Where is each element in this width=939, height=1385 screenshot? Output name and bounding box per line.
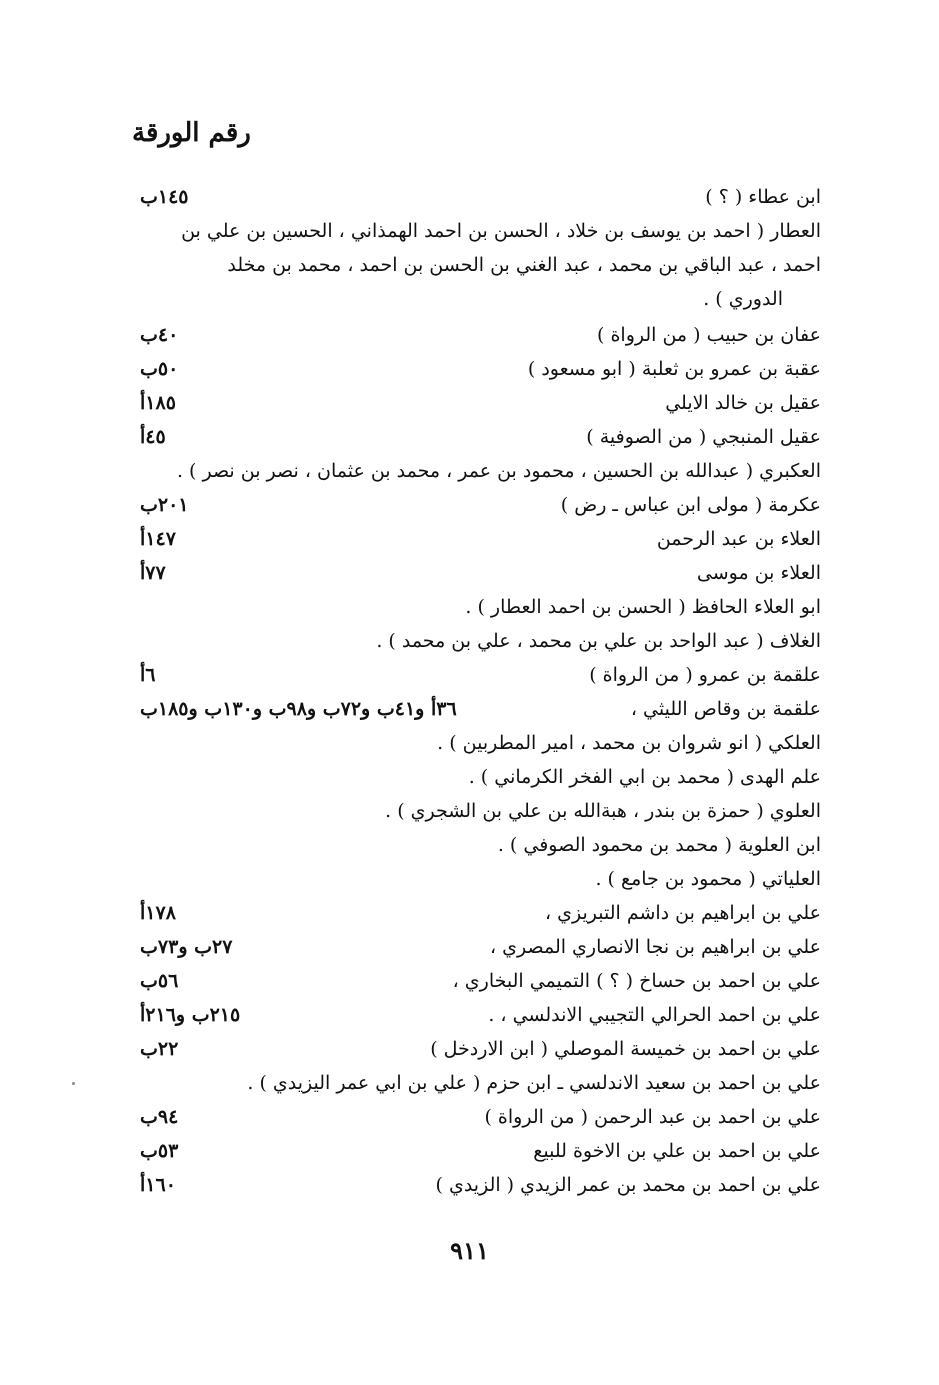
index-entry: [0, 1032, 939, 1066]
entry-name-text: علي بن احمد بن عبد الرحمن ( من الرواة ): [484, 1106, 821, 1128]
column-heading: رقم الورقة: [132, 118, 251, 148]
index-entry: [0, 726, 939, 760]
entry-name-text: العطار ( احمد بن يوسف بن خلاد ، الحسن بن احمد الهمذاني ، الحسين بن علي بن احمد ، عبد الباقي بن محمد ، عبد الغني بن الحسن بن احمد ، محمد بن مخلد: [181, 220, 821, 276]
entry-name: [141, 828, 821, 862]
entry-name-text: عقيل بن خالد الايلي: [665, 392, 821, 414]
index-entry: [0, 454, 939, 488]
index-entry: [0, 522, 939, 556]
index-entry: [0, 896, 939, 930]
entry-name: [141, 862, 821, 896]
folio-reference: ٢٧ب و٧٣ب: [140, 936, 233, 958]
index-entry: [0, 658, 939, 692]
folio-reference: ٤٠ب: [140, 324, 179, 346]
entry-name-text: علقمة بن عمرو ( من الرواة ): [589, 664, 821, 686]
entry-name-text: علي بن احمد بن علي بن الاخوة للبيع: [533, 1140, 821, 1162]
index-entry: [0, 214, 939, 318]
entry-name-text: علي بن احمد بن خميسة الموصلي ( ابن الاردخل ): [430, 1038, 821, 1060]
folio-reference: ١٨٥أ: [140, 392, 176, 414]
entry-name: [141, 760, 821, 794]
folio-reference: ٥٣ب: [140, 1140, 179, 1162]
folio-reference: ١٦٠أ: [140, 1174, 176, 1196]
folio-reference: ٤٥أ: [140, 426, 166, 448]
folio-reference: ٥٦ب: [140, 970, 179, 992]
entry-name-text: العلوي ( حمزة بن بندر ، هبةالله بن علي بن الشجري ) .: [385, 800, 821, 822]
entry-name-text: علي بن احمد بن حساخ ( ؟ ) التميمي البخاري ،: [452, 970, 821, 992]
index-entry: [0, 862, 939, 896]
entry-name: [141, 624, 821, 658]
folio-reference: ٢١٥ب و٢١٦أ: [140, 1004, 241, 1026]
folio-reference: ٢٢ب: [140, 1038, 179, 1060]
speck-mark: [72, 1082, 75, 1085]
entry-name-text: عقيل المنبجي ( من الصوفية ): [586, 426, 821, 448]
index-entry: [0, 488, 939, 522]
folio-reference: ٩٤ب: [140, 1106, 179, 1128]
entry-name-text: علم الهدى ( محمد بن ابي الفخر الكرماني ) .: [468, 766, 821, 788]
folio-reference: ٥٠ب: [140, 358, 179, 380]
index-entry: [0, 964, 939, 998]
entry-name-text: عقبة بن عمرو بن ثعلبة ( ابو مسعود ): [527, 358, 821, 380]
index-entry: [0, 420, 939, 454]
entry-name-continuation: الدوري ) .: [703, 288, 783, 310]
folio-reference: ٧٧أ: [140, 562, 166, 584]
index-entry: [0, 998, 939, 1032]
entry-name-text: عكرمة ( مولى ابن عباس ـ رض ): [560, 494, 821, 516]
folio-reference: ٣٦أ و٤١ب و٧٢ب و٩٨ب و١٣٠ب و١٨٥ب: [140, 698, 457, 720]
entry-name: [141, 1066, 821, 1100]
entry-name-text: عفان بن حبيب ( من الرواة ): [597, 324, 821, 346]
entry-name-text: الغلاف ( عبد الواحد بن علي بن محمد ، علي بن محمد ) .: [376, 630, 821, 652]
index-entry: [0, 828, 939, 862]
index-entries: [0, 180, 939, 1202]
index-entry: [0, 692, 939, 726]
index-entry: [0, 556, 939, 590]
entry-name: [141, 454, 821, 488]
entry-name: [141, 590, 821, 624]
index-entry: [0, 1066, 939, 1100]
entry-name-text: علي بن ابراهيم بن داشم التبريزي ،: [544, 902, 821, 924]
entry-name-text: العلاء بن موسى: [696, 562, 821, 584]
entry-name: [141, 794, 821, 828]
entry-name-text: ابن عطاء ( ؟ ): [705, 186, 821, 208]
folio-reference: ١٤٧أ: [140, 528, 176, 550]
entry-name-text: علقمة بن وقاص الليثي ،: [630, 698, 821, 720]
entry-name-text: ابو العلاء الحافظ ( الحسن بن احمد العطار ) .: [465, 596, 821, 618]
entry-name: [141, 726, 821, 760]
index-entry: [0, 760, 939, 794]
index-entry: [0, 1168, 939, 1202]
entry-name-text: العلكي ( انو شروان بن محمد ، امير المطربين ) .: [437, 732, 821, 754]
entry-name-text: ابن العلوية ( محمد بن محمود الصوفي ) .: [497, 834, 821, 856]
entry-name-text: علي بن احمد بن سعيد الاندلسي ـ ابن حزم ( علي بن ابي عمر اليزيدي ) .: [247, 1072, 821, 1094]
folio-reference: ١٧٨أ: [140, 902, 176, 924]
index-entry: [0, 386, 939, 420]
folio-reference: ١٤٥ب: [140, 186, 189, 208]
index-entry: [0, 590, 939, 624]
index-entry: [0, 930, 939, 964]
entry-name-text: العكبري ( عبدالله بن الحسين ، محمود بن عمر ، محمد بن عثمان ، نصر بن نصر ) .: [176, 460, 821, 482]
entry-name: [141, 214, 821, 316]
index-entry: [0, 352, 939, 386]
page-number: ٩١١: [450, 1236, 489, 1265]
folio-reference: ٢٠١ب: [140, 494, 189, 516]
index-entry: [0, 1134, 939, 1168]
index-entry: [0, 624, 939, 658]
entry-name-text: علي بن ابراهيم بن نجا الانصاري المصري ،: [489, 936, 821, 958]
index-entry: [0, 318, 939, 352]
folio-reference: ٦أ: [140, 664, 156, 686]
entry-name-text: علي بن احمد الحرالي التجيبي الاندلسي ، .: [488, 1004, 821, 1026]
entry-name-text: العلاء بن عبد الرحمن: [656, 528, 821, 550]
index-entry: [0, 1100, 939, 1134]
index-entry: [0, 180, 939, 214]
entry-name-text: العلياتي ( محمود بن جامع ) .: [595, 868, 821, 890]
index-entry: [0, 794, 939, 828]
entry-name-text: علي بن احمد بن محمد بن عمر الزيدي ( الزيدي ): [435, 1174, 821, 1196]
